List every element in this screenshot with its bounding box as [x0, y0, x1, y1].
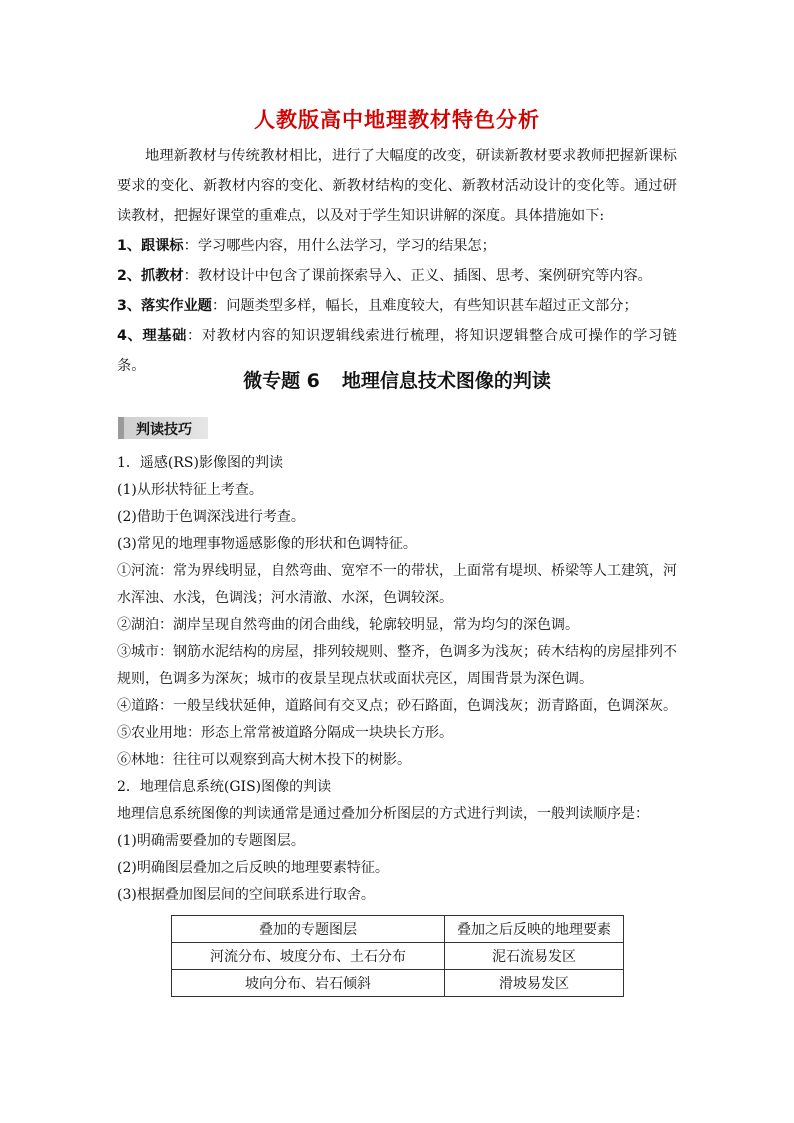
content-line: 2．地理信息系统(GIS)图像的判读: [117, 779, 332, 795]
table-row: [172, 970, 624, 997]
intro-item-label: 3、落实作业题: [117, 298, 212, 314]
intro-item: [117, 291, 677, 321]
table-header-cell: 叠加之后反映的地理要素: [445, 916, 624, 943]
table-header-row: [172, 916, 624, 943]
intro-item-text: ：问题类型多样，幅长，且难度较大，有些知识甚车超过正文部分；: [212, 298, 638, 314]
table-header-cell: 叠加的专题图层: [172, 916, 445, 943]
intro-section: [117, 141, 677, 381]
section-number: 微专题 6: [243, 370, 320, 392]
section-tag: [118, 417, 208, 439]
content-line: ①河流：常为界线明显，自然弯曲、宽窄不一的带状，上面常有堤坝、桥梁等人工建筑，河: [117, 563, 677, 579]
intro-item-text: ：教材设计中包含了课前探索导入、正义、插图、思考、案例研究等内容。: [183, 268, 652, 284]
content-line: 地理信息系统图像的判读通常是通过叠加分析图层的方式进行判读，一般判读顺序是：: [117, 806, 649, 822]
section-tag-label: 判读技巧: [136, 422, 192, 438]
section-title: 地理信息技术图像的判读: [341, 370, 551, 392]
content-line: (2)明确图层叠加之后反映的地理要素特征。: [117, 860, 389, 876]
intro-item-text: ：学习哪些内容，用什么法学习，学习的结果怎；: [183, 238, 496, 254]
intro-item-label: 2、抓教材: [117, 268, 184, 284]
overlay-table: [171, 915, 624, 997]
content-line: (1)明确需要叠加的专题图层。: [117, 833, 305, 849]
content-line: ③城市：钢筋水泥结构的房屋，排列较规则、整齐，色调多为浅灰；砖木结构的房屋排列不: [117, 644, 677, 660]
intro-item: [117, 231, 677, 261]
content-line: (2)借助于色调深浅进行考查。: [117, 509, 305, 525]
table-cell: 滑坡易发区: [445, 970, 624, 997]
content-line: 水浑浊、水浅，色调浅；河水清澈、水深，色调较深。: [117, 590, 453, 606]
intro-item-label: 1、跟课标: [117, 238, 184, 254]
content-line: ⑥林地：往往可以观察到高大树木投下的树影。: [117, 752, 411, 768]
intro-item-text: ：对教材内容的知识逻辑线索进行梳理，将知识逻辑整合成可操作的学习链条。: [117, 328, 677, 374]
section-heading: [0, 366, 794, 393]
content-line: (1)从形状特征上考查。: [117, 482, 263, 498]
content-line: 1．遥感(RS)影像图的判读: [117, 455, 283, 471]
content-line: (3)根据叠加图层间的空间联系进行取舍。: [117, 887, 375, 903]
document-title: 人教版高中地理教材特色分析: [254, 108, 540, 132]
content-line: ⑤农业用地：形态上常常被道路分隔成一块块长方形。: [117, 725, 453, 741]
table-cell: 河流分布、坡度分布、土石分布: [172, 943, 445, 970]
intro-item-label: 4、理基础: [117, 328, 188, 344]
intro-paragraph: 地理新教材与传统教材相比，进行了大幅度的改变，研读新教材要求教师把握新课标要求的变化、新教材内容的变化、新教材结构的变化、新教材活动设计的变化等。通过研读教材，把握好课堂的重难点，以及对于学生知识讲解的深度。具体措施如下:: [117, 148, 677, 224]
content-line: ④道路：一般呈线状延伸，道路间有交叉点；砂石路面，色调浅灰；沥青路面，色调深灰。: [117, 698, 677, 714]
table-row: [172, 943, 624, 970]
content-line: ②湖泊：湖岸呈现自然弯曲的闭合曲线，轮廓较明显，常为均匀的深色调。: [117, 617, 579, 633]
table-cell: 坡向分布、岩石倾斜: [172, 970, 445, 997]
table-cell: 泥石流易发区: [445, 943, 624, 970]
intro-item: [117, 261, 677, 291]
content-line: (3)常见的地理事物遥感影像的形状和色调特征。: [117, 536, 417, 552]
content-line: 规则，色调多为深灰；城市的夜景呈现点状或面状亮区，周围背景为深色调。: [117, 671, 593, 687]
body-content: [117, 450, 682, 909]
